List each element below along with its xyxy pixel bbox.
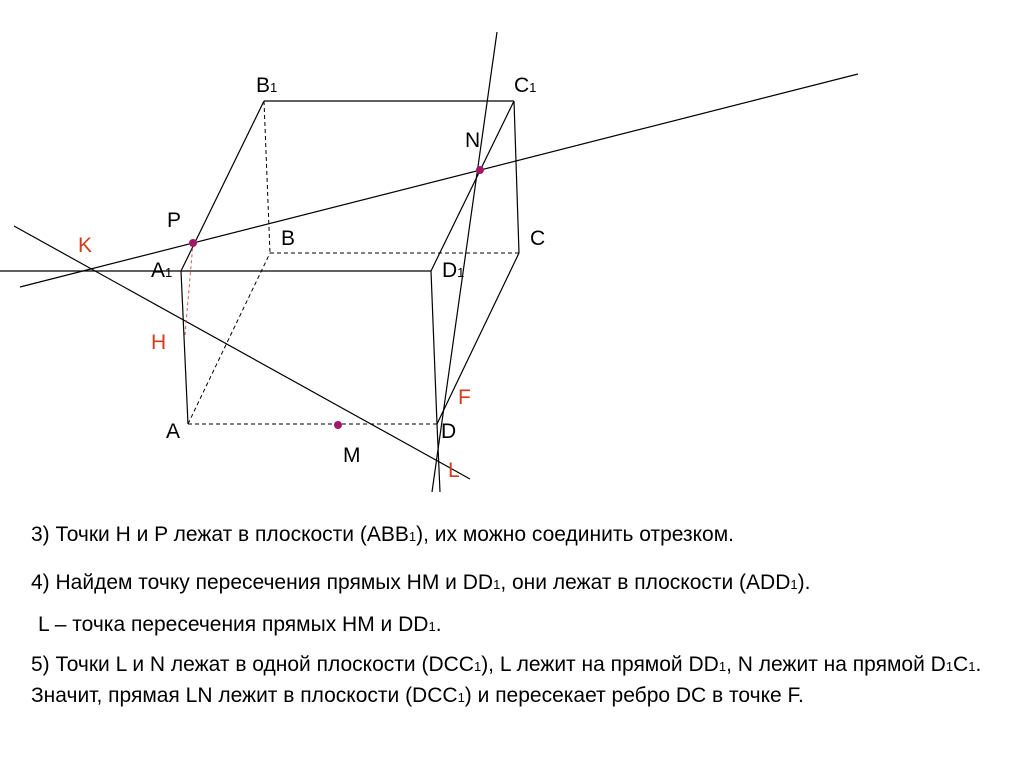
point-L-definition-text: L – точка пересечения прямых HM и DD1. <box>38 613 442 636</box>
label-A: A <box>166 420 181 443</box>
label-L: L <box>448 459 460 482</box>
label-P: P <box>167 209 182 232</box>
label-B1: B1 <box>256 74 278 97</box>
label-H: H <box>151 331 167 354</box>
hidden-edge-B1-B <box>264 101 270 253</box>
point-P-marker <box>189 239 197 247</box>
step-4-text: 4) Найдем точку пересечения прямых HM и DD1, они лежат в плоскости (ADD1). <box>31 571 811 594</box>
label-K: K <box>78 234 93 257</box>
edge-C1-C <box>514 101 519 253</box>
line-HM <box>14 226 470 479</box>
label-D1: D1 <box>442 259 465 282</box>
label-N: N <box>465 129 481 152</box>
label-D: D <box>441 420 457 443</box>
label-C1: C1 <box>514 74 537 97</box>
edge-D1-D <box>431 271 437 424</box>
step-5-text: 5) Точки L и N лежат в одной плоскости (DCC1), L лежит на прямой DD1, N лежит на прямой D1C1. Значит, прямая LN лежит в плоскости (DCC1) и пересекает ребро DC в точке F. <box>31 653 988 707</box>
label-F: F <box>458 386 471 409</box>
label-A1: A1 <box>151 259 173 282</box>
step-3-text: 3) Точки H и P лежат в плоскости (ABB1), их можно соединить отрезком. <box>31 523 734 546</box>
edge-A1-A <box>181 271 188 424</box>
point-labels <box>78 74 545 482</box>
point-M-marker <box>334 421 342 429</box>
line-DD1-extension <box>437 424 440 492</box>
marked-points <box>189 166 484 429</box>
label-C: C <box>530 227 546 250</box>
label-B: B <box>281 227 296 250</box>
label-M: M <box>343 444 361 467</box>
hidden-edge-A-B <box>188 253 270 424</box>
segment-H-P <box>185 243 193 335</box>
point-N-marker <box>476 166 484 174</box>
edge-D1-C1 <box>431 101 514 271</box>
